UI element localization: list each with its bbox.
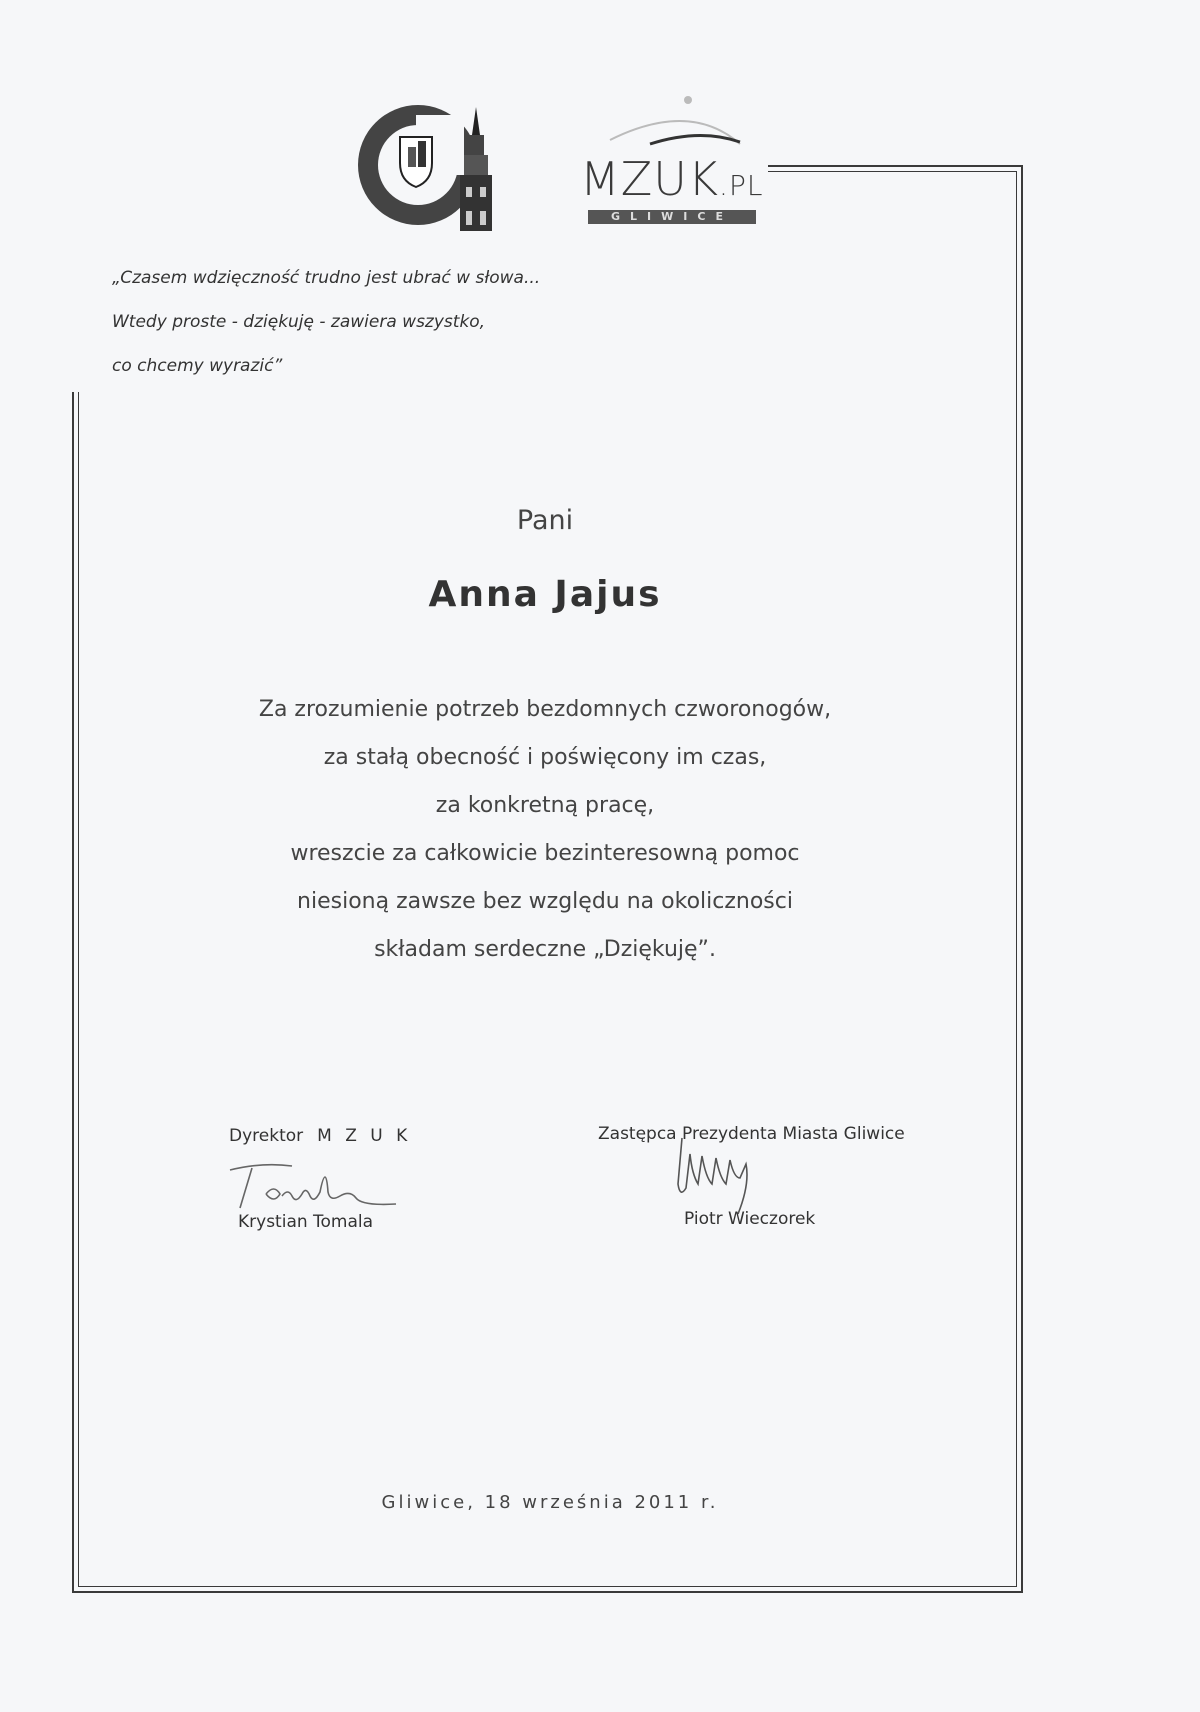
left-signatory-title [229, 1126, 411, 1146]
quote-line-2: Wtedy proste - dziękuję - zawiera wszystko, [112, 312, 486, 332]
body-line: Za zrozumienie potrzeb bezdomnych czworonogów, [258, 697, 832, 722]
body-line: za stałą obecność i poświęcony im czas, [323, 745, 767, 770]
mzuk-wordmark-suffix: .PL [719, 169, 764, 202]
left-signatory-name: Krystian Tomala [238, 1212, 374, 1232]
frame-bottom-outer [72, 1591, 1023, 1593]
left-handwritten-signature [222, 1158, 422, 1218]
frame-left-inner [78, 392, 79, 1587]
right-signatory-name: Piotr Wieczorek [684, 1209, 816, 1229]
mzuk-wordmark-main: MZUK [580, 152, 720, 206]
right-signatory-title: Zastępca Prezydenta Miasta Gliwice [598, 1124, 905, 1144]
frame-left-outer [72, 392, 74, 1593]
place-and-date: Gliwice, 18 września 2011 r. [381, 1492, 719, 1513]
salutation: Pani [516, 505, 574, 536]
mzuk-logo [580, 90, 764, 230]
mzuk-wordmark [580, 152, 764, 206]
body-line: składam serdeczne „Dziękuję”. [374, 937, 716, 962]
body-line: wreszcie za całkowicie bezinteresowną pomoc [290, 841, 800, 866]
epigraph-quote [112, 268, 540, 400]
city-seal-logo [356, 95, 496, 235]
mzuk-subtitle: GLIWICE [588, 210, 756, 224]
body-line: za konkretną pracę, [435, 793, 655, 818]
body-line: niesioną zawsze bez względu na okoliczności [297, 889, 793, 914]
quote-line-3: co chcemy wyrazić” [112, 356, 283, 376]
frame-top-inner [768, 171, 1017, 172]
frame-top-outer [768, 165, 1023, 167]
thank-you-text [0, 697, 1090, 985]
recipient-name: Anna Jajus [428, 574, 662, 615]
frame-bottom-inner [78, 1586, 1017, 1587]
quote-line-1: „Czasem wdzięczność trudno jest ubrać w słowa... [112, 268, 541, 288]
left-signatory-org: M Z U K [317, 1126, 412, 1146]
left-signatory-role: Dyrektor [229, 1126, 304, 1146]
